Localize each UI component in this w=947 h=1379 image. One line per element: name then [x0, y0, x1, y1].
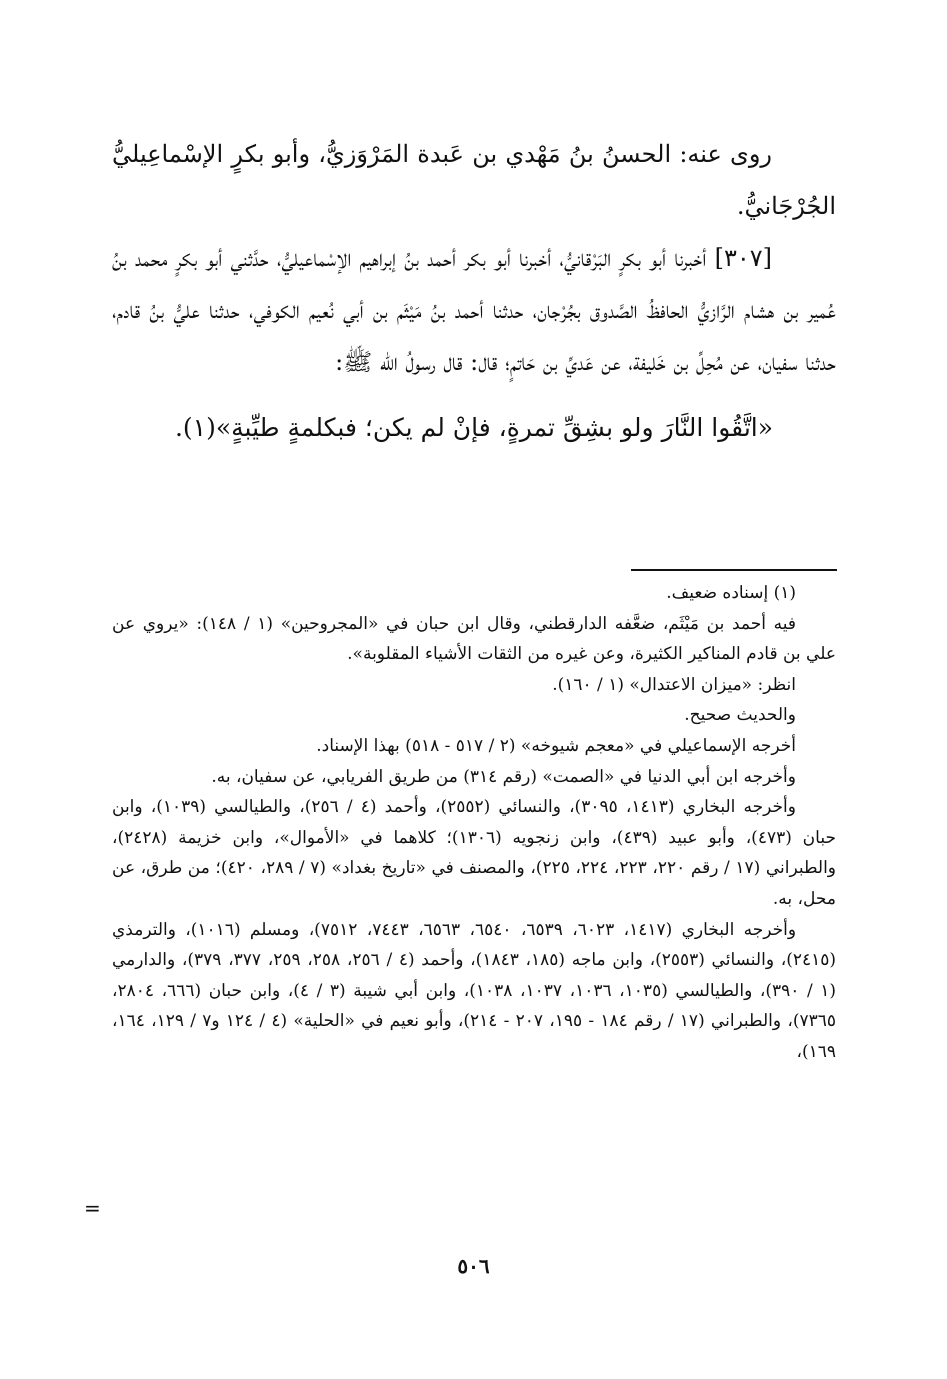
narrators-paragraph: روى عنه: الحسنُ بنُ مَهْدي بن عَبدة المَرْوَزيُّ، وأبو بكرٍ الإسْماعِيليُّ الجُرْجَانيُّ.	[112, 140, 836, 220]
footnote-8: وأخرجه البخاري (١٤١٧، ٦٠٢٣، ٦٥٣٩، ٦٥٤٠، ٦٥٦٣، ٧٤٤٣، ٧٥١٢)، ومسلم (١٠١٦)، والترمذي (٢٤١٥)، والنسائي (٢٥٥٣)، وابن ماجه (١٨٥، ١٨٤٣)، وأحمد (٤ / ٢٥٦، ٢٥٨، ٢٥٩، ٣٧٧، ٣٧٩)، والدارمي (١ / ٣٩٠)، والطيالسي (١٠٣٥، ١٠٣٦، ١٠٣٧، ١٠٣٨)، وابن أبي شيبة (٣ / ٤)، وابن حبان (٦٦٦، ٢٨٠٤، ٧٣٦٥)، والطبراني (١٧ / رقم ١٨٤ - ١٩٥، ٢٠٧ - ٢١٤)، وأبو نعيم في «الحلية» (٤ / ١٢٤ و٧ / ١٢٩، ١٦٤، ١٦٩)،	[112, 919, 837, 1062]
footnote-6: وأخرجه ابن أبي الدنيا في «الصمت» (رقم ٣١٤) من طريق الفريابي، عن سفيان، به.	[211, 766, 796, 787]
footnote-divider	[631, 569, 837, 571]
page-number: ٥٠٦	[457, 1254, 490, 1278]
footnote-4: والحديث صحيح.	[684, 705, 796, 726]
footnote-7: وأخرجه البخاري (١٤١٣، ٣٠٩٥)، والنسائي (٢٥٥٢)، وأحمد (٤ / ٢٥٦)، والطيالسي (١٠٣٩)، وابن حبان (٤٧٣)، وأبو عبيد (٤٣٩)، وابن زنجويه (١٣٠٦)؛ كلاهما في «الأموال»، وابن خزيمة (٢٤٢٨)، والطبراني (١٧ / رقم ٢٢٠، ٢٢٣، ٢٢٤، ٢٢٥)، والمصنف في «تاريخ بغداد» (٧ / ٢٨٩، ٤٢٠)؛ من طرق، عن محل، به.	[112, 797, 837, 909]
footnotes	[112, 578, 836, 1068]
main-text	[112, 128, 836, 454]
hadith-text: «اتَّقُوا النَّارَ ولو بشِقِّ تمرةٍ، فإنْ لم يكن؛ فبكلمةٍ طيِّبةٍ»(١).	[174, 413, 774, 442]
footnote-2: فيه أحمد بن مَيْثَم، ضعَّفه الدارقطني، وقال ابن حبان في «المجروحين» (١ / ١٤٨): «يروي عن علي بن قادم المناكير الكثيرة، وعن غيره من الثقات الأشياء المقلوبة».	[112, 613, 836, 665]
footnote-5: أخرجه الإسماعيلي في «معجم شيوخه» (٢ / ٥١٧ - ٥١٨) بهذا الإسناد.	[316, 735, 796, 756]
footnote-3: انظر: «ميزان الاعتدال» (١ / ١٦٠).	[552, 674, 796, 695]
footnote-1: (١) إسناده ضعيف.	[666, 583, 796, 603]
isnad-paragraph: [٣٠٧] أخبرنا أبو بكرٍ البَرْقانيُّ، أخبرنا أبو بكر أحمد بنُ إبراهيم الإسْماعيليُّ، حدَّثني أبو بكرٍ محمد بنُ عُمير بن هشام الرَّازيُّ الحافظُ الصَّدوق بجُرْجان، حدثنا أحمد بنُ مَيْثَم بن أبي نُعيم الكوفي، حدثنا عليُّ بنُ قادم، حدثنا سفيان، عن مُحِلِّ بن خَليفة، عن عَديِّ بن حَاتمٍ؛ قال: قال رسولُ الله ﷺ:	[112, 244, 836, 376]
continuation-mark: =	[84, 1196, 101, 1220]
